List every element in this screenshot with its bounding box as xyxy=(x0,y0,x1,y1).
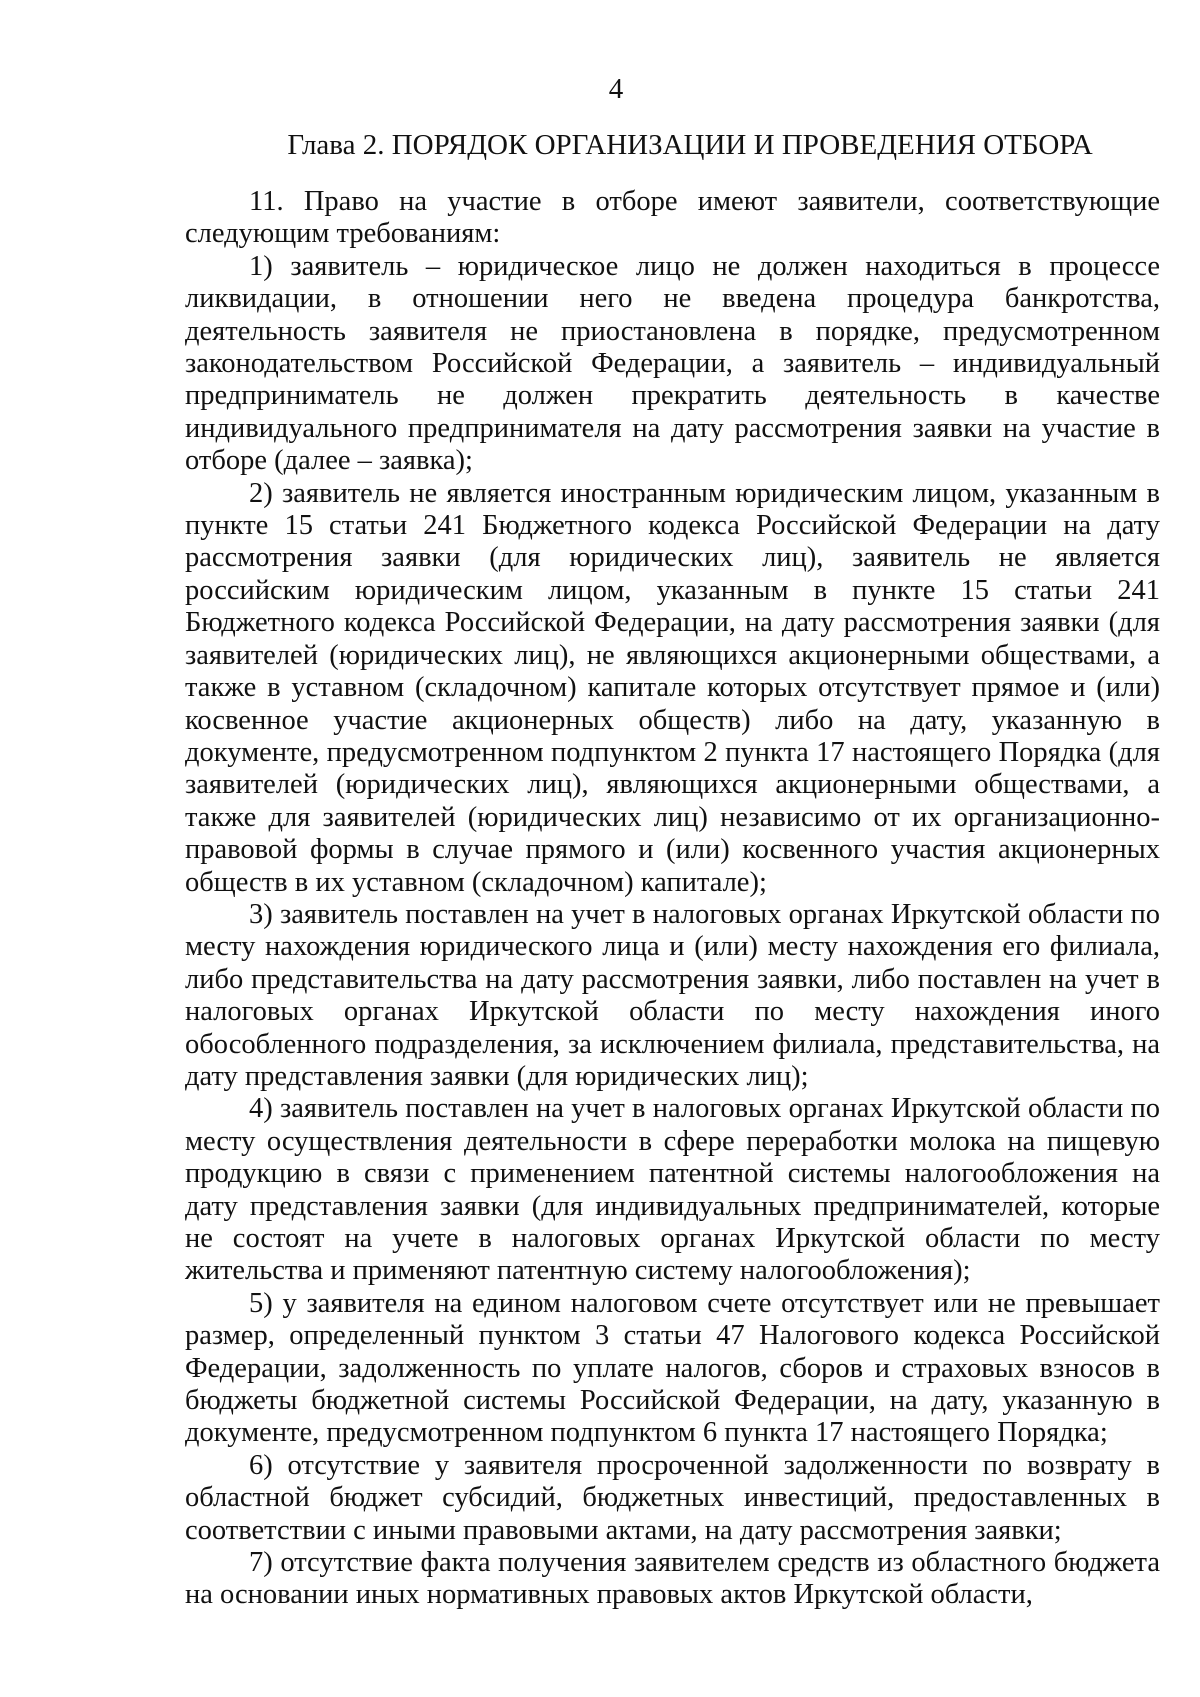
paragraph-item-5: 5) у заявителя на едином налоговом счете отсутствует или не превышает размер, определенный пунктом 3 статьи 47 Налогового кодекса Российской Федерации, задолженность по уплате налогов, сборов и страховых взносов в бюджеты бюджетной системы Российской Федерации, на дату, указанную в документе, предусмотренном подпунктом 6 пункта 17 настоящего Порядка; xyxy=(185,1287,1160,1449)
paragraph-item-2: 2) заявитель не является иностранным юридическим лицом, указанным в пункте 15 статьи 241 Бюджетного кодекса Российской Федерации на дату рассмотрения заявки (для юридических лиц), заявитель не является российским юридическим лицом, указанным в пункте 15 статьи 241 Бюджетного кодекса Российской Федерации, на дату рассмотрения заявки (для заявителей (юридических лиц), не являющихся акционерными обществами, а также в уставном (складочном) капитале которых отсутствует прямое и (или) косвенное участие акционерных обществ) либо на дату, указанную в документе, предусмотренном подпунктом 2 пункта 17 настоящего Порядка (для заявителей (юридических лиц), являющихся акционерными обществами, а также для заявителей (юридических лиц) независимо от их организационно-правовой формы в случае прямого и (или) косвенного участия акционерных обществ в их уставном (складочном) капитале); xyxy=(185,477,1160,898)
paragraph-item-7: 7) отсутствие факта получения заявителем средств из областного бюджета на основании иных нормативных правовых актов Иркутской области, xyxy=(185,1547,1160,1611)
page-number: 4 xyxy=(608,73,624,105)
paragraph-item-4: 4) заявитель поставлен на учет в налоговых органах Иркутской области по месту осуществления деятельности в сфере переработки молока на пищевую продукцию в связи с применением патентной системы налогообложения на дату представления заявки (для индивидуальных предпринимателей, которые не состоят на учете в налоговых органах Иркутской области по месту жительства и применяют патентную систему налогообложения); xyxy=(185,1093,1160,1287)
document-body xyxy=(185,186,1160,1612)
paragraph-item-6: 6) отсутствие у заявителя просроченной задолженности по возврату в областной бюджет субсидий, бюджетных инвестиций, предоставленных в соответствии с иными правовыми актами, на дату рассмотрения заявки; xyxy=(185,1449,1160,1546)
paragraph-item-3: 3) заявитель поставлен на учет в налоговых органах Иркутской области по месту нахождения юридического лица и (или) месту нахождения его филиала, либо представительства на дату рассмотрения заявки, либо поставлен на учет в налоговых органах Иркутской области по месту нахождения иного обособленного подразделения, за исключением филиала, представительства, на дату представления заявки (для юридических лиц); xyxy=(185,898,1160,1092)
paragraph-item-1: 1) заявитель – юридическое лицо не должен находиться в процессе ликвидации, в отношении него не введена процедура банкротства, деятельность заявителя не приостановлена в порядке, предусмотренном законодательством Российской Федерации, а заявитель – индивидуальный предприниматель не должен прекратить деятельность в качестве индивидуального предпринимателя на дату рассмотрения заявки на участие в отборе (далее – заявка); xyxy=(185,250,1160,477)
chapter-title: Глава 2. ПОРЯДОК ОРГАНИЗАЦИИ И ПРОВЕДЕНИЯ ОТБОРА xyxy=(287,129,1093,161)
paragraph-11: 11. Право на участие в отборе имеют заявители, соответствующие следующим требованиям: xyxy=(185,186,1160,250)
